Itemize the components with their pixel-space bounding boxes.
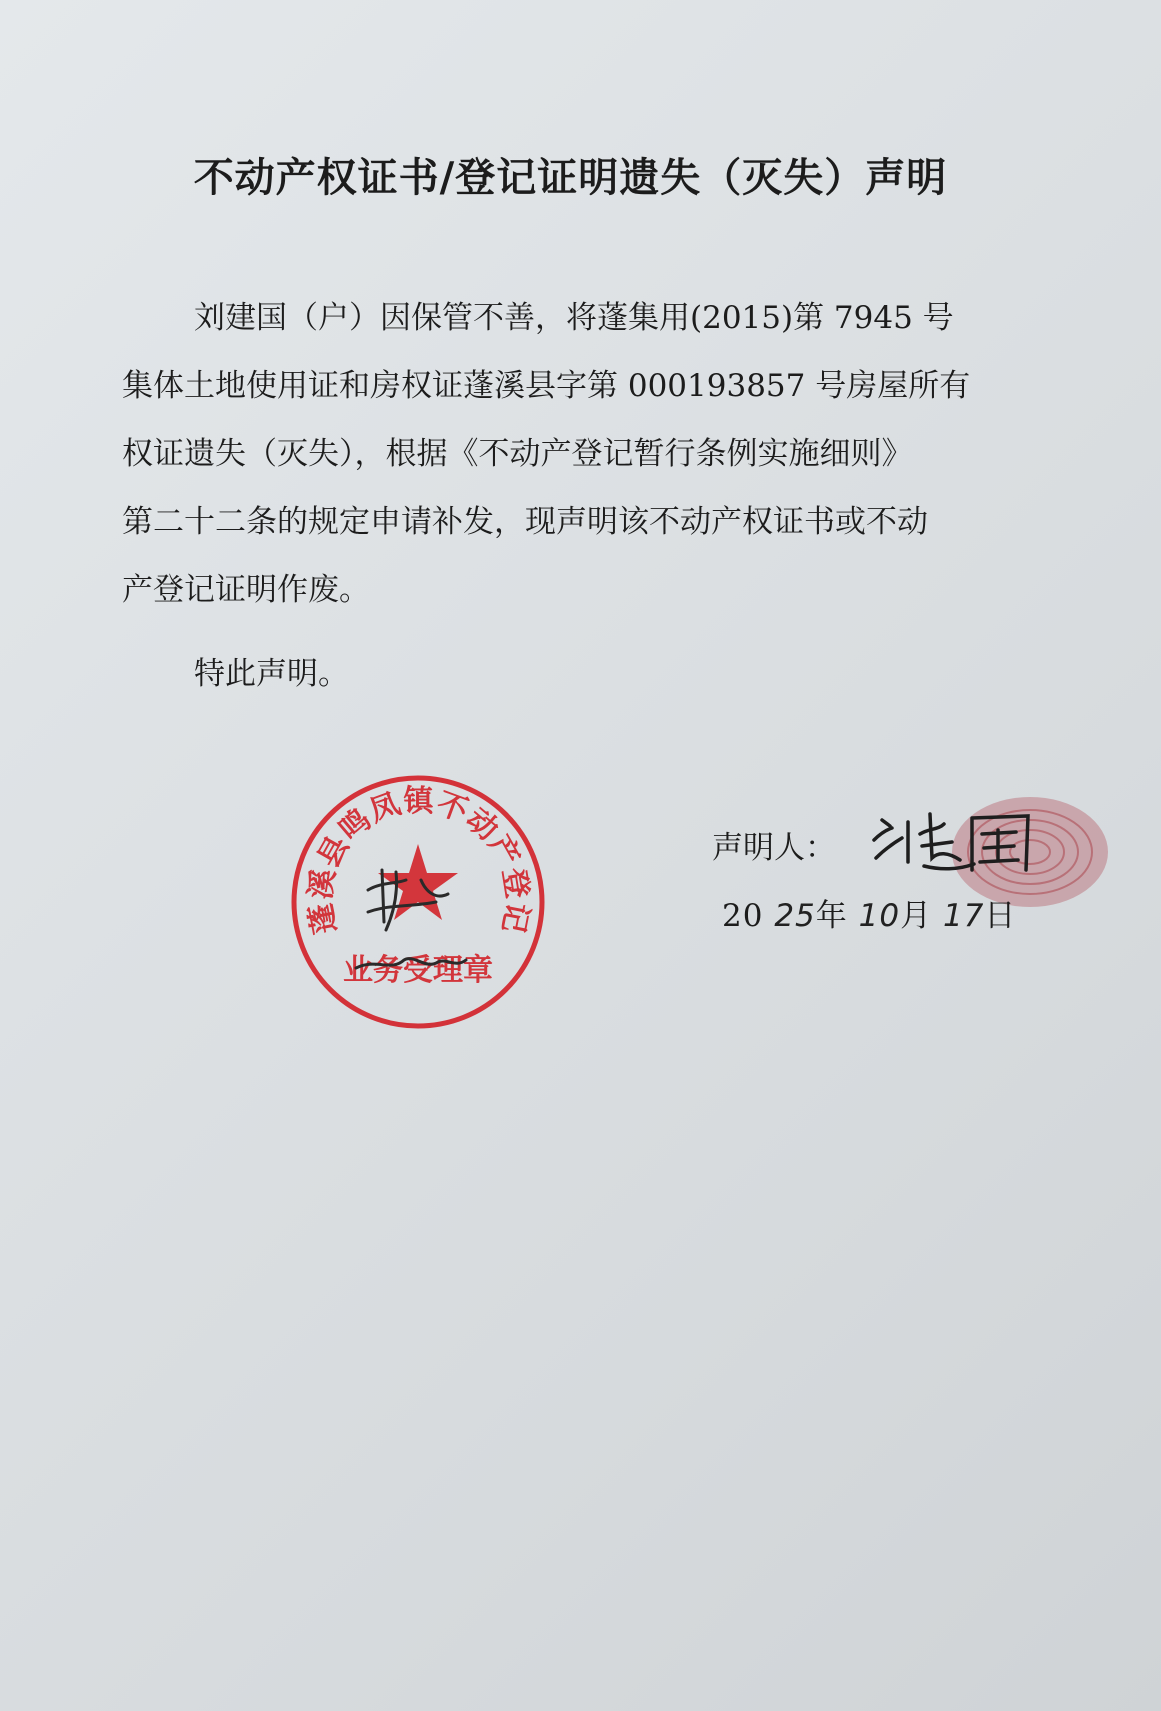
date-line xyxy=(722,890,1016,935)
svg-text:蓬溪县鸣凤镇不动产登记: 蓬溪县鸣凤镇不动产登记 xyxy=(302,784,536,937)
signer-label: 声明人： xyxy=(712,830,836,866)
closing-text: 特此声明。 xyxy=(194,656,349,692)
paragraph-line: 权证遗失（灭失），根据《不动产登记暂行条例实施细则》 xyxy=(122,436,913,472)
date-month-suffix: 月 xyxy=(900,898,933,934)
paragraph-line: 第二十二条的规定申请补发，现声明该不动产权证书或不动 xyxy=(122,504,928,540)
date-year-prefix: 20 xyxy=(722,898,764,934)
paragraph-line: 刘建国（户）因保管不善，将蓬集用(2015)第 7945 号 xyxy=(194,300,954,336)
official-seal xyxy=(286,772,550,1032)
date-day-suffix: 日 xyxy=(984,898,1017,934)
date-month-handwritten: 10 xyxy=(858,898,901,934)
date-year-suffix: 年 xyxy=(815,898,848,934)
statement-paragraph xyxy=(122,284,1072,624)
document-title: 不动产权证书/登记证明遗失（灭失）声明 xyxy=(193,154,948,201)
paragraph-line: 集体土地使用证和房权证蓬溪县字第 000193857 号房屋所有 xyxy=(122,368,971,404)
svg-text:业务受理章: 业务受理章 xyxy=(343,953,493,988)
date-day-handwritten: 17 xyxy=(942,898,985,934)
paragraph-line: 产登记证明作废。 xyxy=(122,572,370,608)
date-year-handwritten: 25 xyxy=(774,898,816,934)
handwritten-signature xyxy=(868,800,1038,880)
